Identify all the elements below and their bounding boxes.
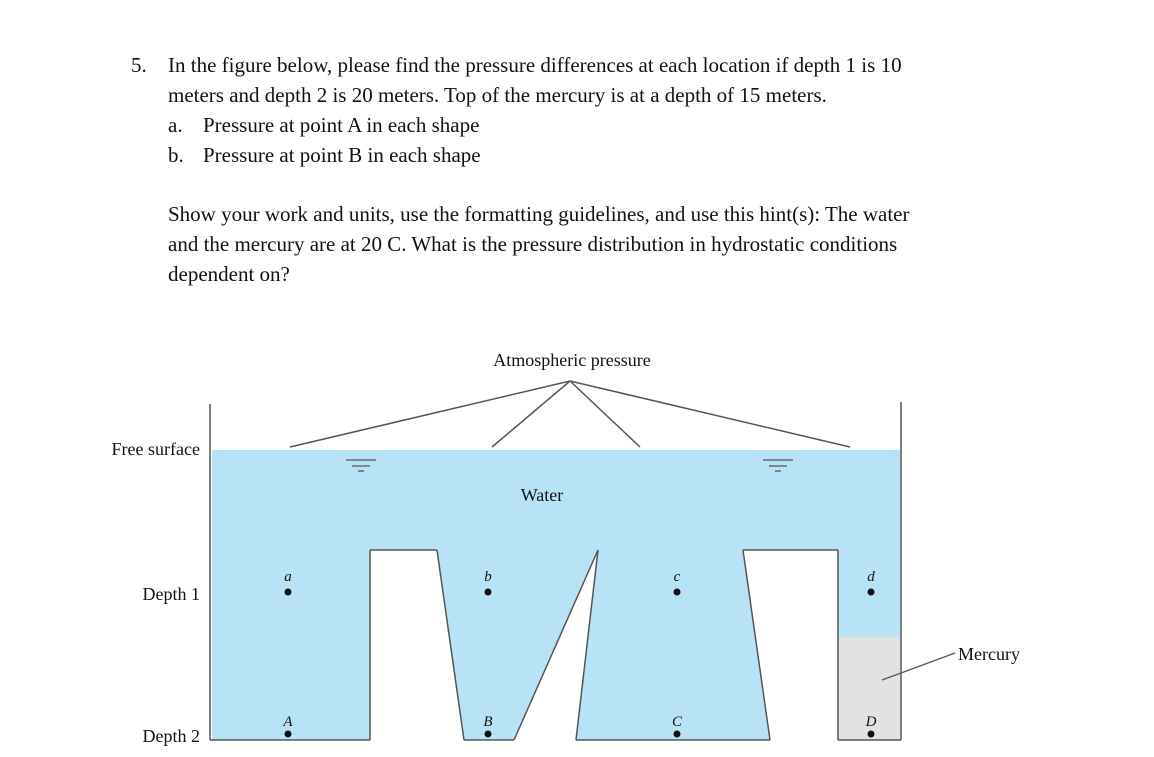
point-D-dot xyxy=(868,731,875,738)
hint-line-3: dependent on? xyxy=(168,262,290,286)
depth-1-label: Depth 1 xyxy=(142,584,200,604)
point-C-label: C xyxy=(671,714,683,730)
atmospheric-pressure-label: Atmospheric pressure xyxy=(493,350,651,370)
point-a-label: a xyxy=(284,569,292,585)
hint-line-2: and the mercury are at 20 C. What is the pressure distribution in hydrostatic conditions xyxy=(168,232,898,256)
hint-line-1: Show your work and units, use the formatting guidelines, and use this hint(s): The water xyxy=(168,202,910,226)
point-c-dot xyxy=(674,589,681,596)
point-B-dot xyxy=(485,731,492,738)
part-a-text: Pressure at point A in each shape xyxy=(203,113,480,137)
point-a-dot xyxy=(285,589,292,596)
point-A-label: A xyxy=(283,714,293,730)
mercury-label: Mercury xyxy=(958,644,1020,664)
point-B-label: B xyxy=(483,714,493,730)
question-number: 5. xyxy=(131,53,147,77)
part-a-letter: a. xyxy=(168,113,183,137)
point-A-dot xyxy=(285,731,292,738)
question-text-2: meters and depth 2 is 20 meters. Top of the mercury is at a depth of 15 meters. xyxy=(168,83,827,107)
point-d-label: d xyxy=(867,569,875,585)
point-c-label: c xyxy=(673,569,681,585)
point-b-dot xyxy=(485,589,492,596)
part-b-text: Pressure at point B in each shape xyxy=(203,143,481,167)
free-surface-label: Free surface xyxy=(111,439,200,459)
point-D-label: D xyxy=(865,714,877,730)
depth-2-label: Depth 2 xyxy=(142,726,200,746)
point-C-dot xyxy=(674,731,681,738)
atmospheric-pointers xyxy=(290,381,850,447)
part-b-letter: b. xyxy=(168,143,184,167)
point-b-label: b xyxy=(484,569,492,585)
water-label: Water xyxy=(520,485,564,505)
point-d-dot xyxy=(868,589,875,596)
question-text-1: In the figure below, please find the pressure differences at each location if depth 1 is 10 xyxy=(168,53,902,77)
